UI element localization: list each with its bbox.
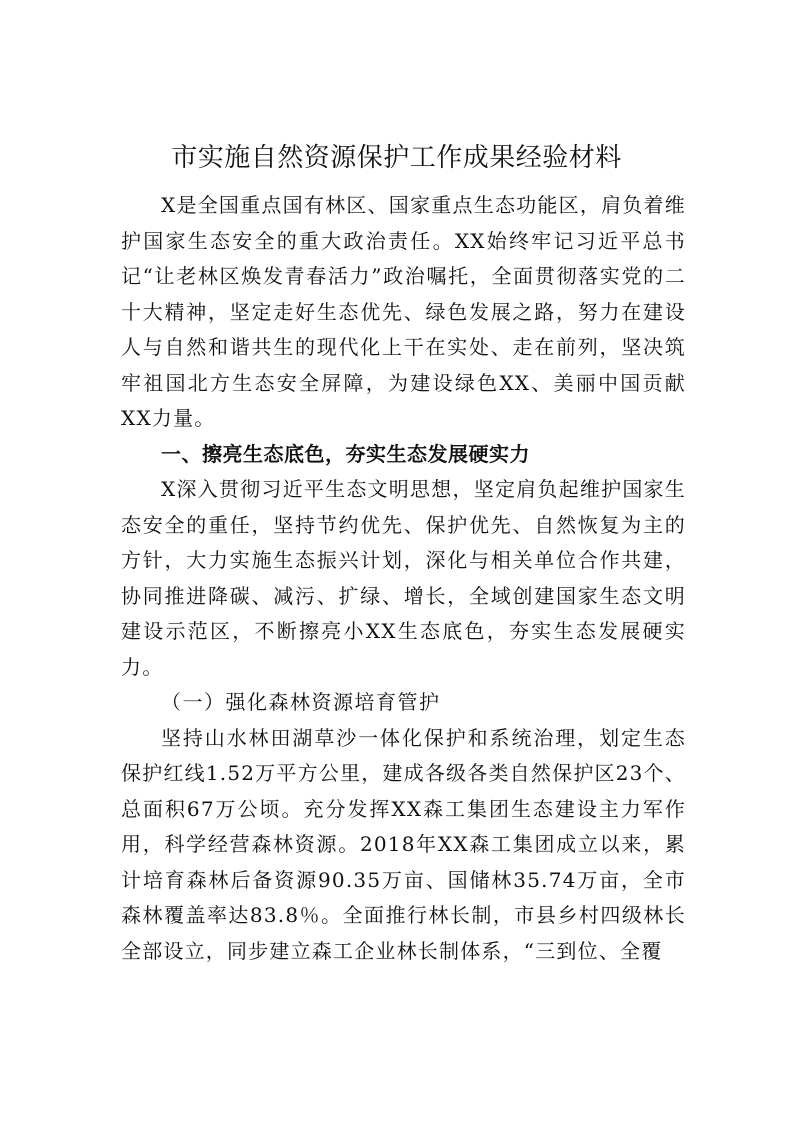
section-paragraph: X深入贯彻习近平生态文明思想，坚定肩负起维护国家生态安全的重任，坚持节约优先、保护优先、自然恢复为主的方针，大力实施生态振兴计划，深化与相关单位合作共建，协同推进降碳、减污、扩绿、增长，全域创建国家生态文明建设示范区，不断擦亮小XX生态底色，夯实生态发展硬实力。 — [121, 477, 686, 679]
document-body — [121, 188, 686, 969]
page-title: 市实施自然资源保护工作成果经验材料 — [171, 143, 622, 173]
subsection-paragraph: 坚持山水林田湖草沙一体化保护和系统治理，划定生态保护红线1.52万平方公里，建成各级各类自然保护区23个、总面积67万公顷。充分发挥XX森工集团生态建设主力军作用，科学经营森林资源。2018年XX森工集团成立以来，累计培育森林后备资源90.35万亩、国储林35.74万亩，全市森林覆盖率达83.8％。全面推行林长制，市县乡村四级林长全部设立，同步建立森工企业林长制体系，“三到位、全覆 — [121, 725, 686, 963]
intro-paragraph: X是全国重点国有林区、国家重点生态功能区，肩负着维护国家生态安全的重大政治责任。XX始终牢记习近平总书记“让老林区焕发青春活力”政治嘱托，全面贯彻落实党的二十大精神，坚定走好生态优先、绿色发展之路，努力在建设人与自然和谐共生的现代化上干在实处、走在前列，坚决筑牢祖国北方生态安全屏障，为建设绿色XX、美丽中国贡献XX力量。 — [121, 193, 686, 430]
section-heading: 一、擦亮生态底色，夯实生态发展硬实力 — [161, 441, 530, 466]
subsection-heading: （一）强化森林资源培育管护 — [161, 690, 441, 714]
